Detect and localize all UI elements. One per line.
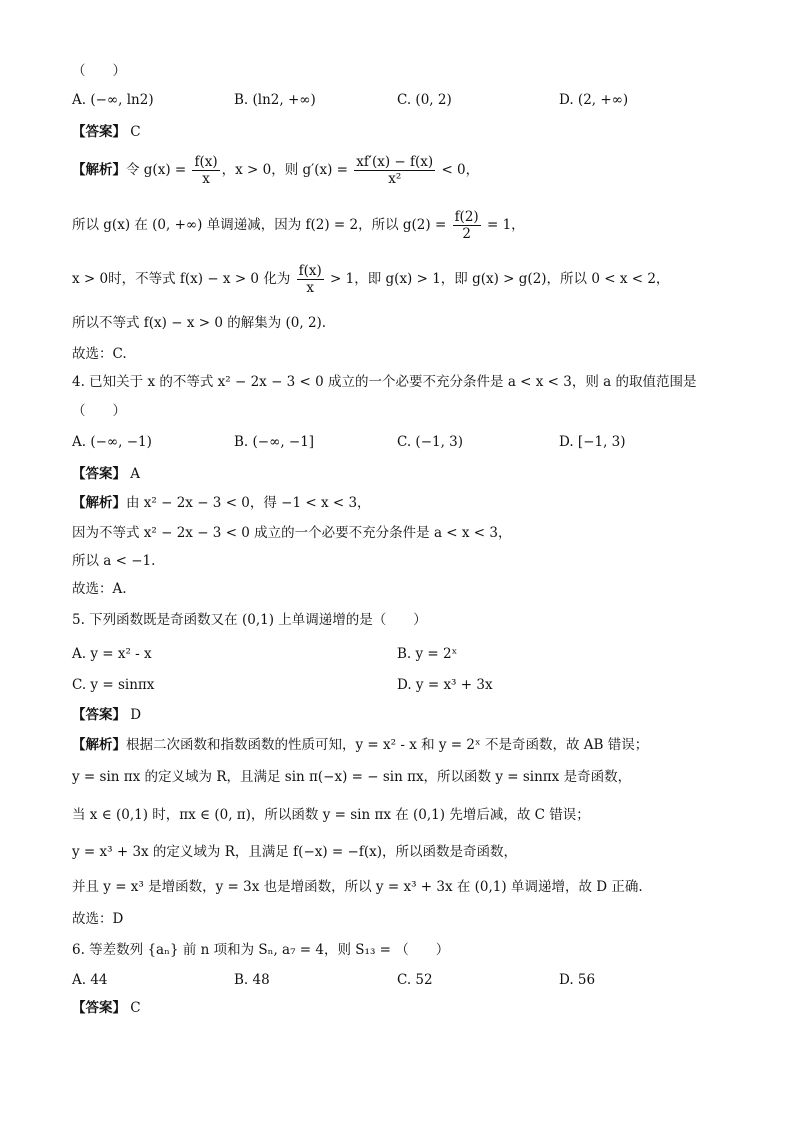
answer-value: C xyxy=(130,1000,141,1016)
fraction: $\frac{xf'(x) - f(x)}{\text{x²}}$ xyxy=(356,154,434,187)
option-a: A. y = x² - x xyxy=(72,646,152,662)
question-3-choice: 故选：C. xyxy=(72,346,127,362)
question-4-analysis-line-1: 【解析】由 x² − 2x − 3 < 0，得 −1 < x < 3， xyxy=(72,495,371,511)
answer-label: 【答案】 xyxy=(72,1000,126,1016)
question-5-analysis-line-2: y = sin πx 的定义域为 R，且满足 sin π(−x) = − sin πx，所以函数 y = sinπx 是奇函数， xyxy=(72,769,632,785)
option-d: D. 56 xyxy=(559,972,596,988)
analysis-label: 【解析】 xyxy=(72,737,126,753)
question-3-analysis-line-1: 【解析】令 g(x) = $\frac{f(x)}{x}$ ，x > 0，则 g′(x) = $\frac{xf'(x) - f(x)}{\text{x²}}$ < 0， xyxy=(72,154,480,187)
question-3-answer xyxy=(72,123,734,141)
question-4-stem: 4. 已知关于 x 的不等式 x² − 2x − 3 < 0 成立的一个必要不充分条件是 a < x < 3，则 a 的取值范围是 xyxy=(72,374,697,390)
question-6-answer xyxy=(72,999,734,1017)
question-5-analysis-line-1: 【解析】根据二次函数和指数函数的性质可知，y = x² - x 和 y = 2ˣ 不是奇函数，故 AB 错误； xyxy=(72,737,649,753)
answer-value: D xyxy=(130,707,142,723)
option-a: A. (−∞, ln2) xyxy=(72,92,154,108)
question-4-answer xyxy=(72,465,734,483)
analysis-label: 【解析】 xyxy=(72,495,126,511)
fraction: $\frac{f(x)}{x}$ xyxy=(298,263,322,296)
answer-label: 【答案】 xyxy=(72,466,126,482)
option-d: D. (2, +∞) xyxy=(559,92,629,108)
option-c: C. 52 xyxy=(397,972,433,988)
option-c: C. y = sinπx xyxy=(72,677,155,693)
answer-value: A xyxy=(130,466,141,482)
option-c: C. (0, 2) xyxy=(397,92,452,108)
answer-label: 【答案】 xyxy=(72,707,126,723)
question-5-analysis-line-4: y = x³ + 3x 的定义域为 R，且满足 f(−x) = −f(x)，所以函数是奇函数， xyxy=(72,844,517,860)
question-3-analysis-line-2: 所以 g(x) 在 (0, +∞) 单调递减，因为 f(2) = 2，所以 g(2) = $\frac{f(2)}{2}$ = 1， xyxy=(72,209,525,242)
option-b: B. (−∞, −1] xyxy=(234,434,315,450)
question-4-analysis-line-2: 因为不等式 x² − 2x − 3 < 0 成立的一个必要不充分条件是 a < x < 3， xyxy=(72,525,512,541)
option-a: A. (−∞, −1) xyxy=(72,434,152,450)
question-4-analysis-line-3: 所以 a < −1. xyxy=(72,553,156,569)
answer-label: 【答案】 xyxy=(72,124,126,140)
question-4-choice: 故选：A. xyxy=(72,581,127,597)
option-d: D. y = x³ + 3x xyxy=(397,677,493,693)
fraction: $\frac{f(2)}{2}$ xyxy=(454,209,479,242)
option-b: B. 48 xyxy=(234,972,270,988)
question-5-analysis-line-3: 当 x ∈ (0,1) 时，πx ∈ (0, π)，所以函数 y = sin πx 在 (0,1) 先增后减，故 C 错误； xyxy=(72,807,590,823)
question-5-choice: 故选：D xyxy=(72,911,124,927)
question-3-analysis-line-3: x > 0时，不等式 f(x) − x > 0 化为 $\frac{f(x)}{x}$ > 1，即 g(x) > 1，即 g(x) > g(2)，所以 0 < x < 2， xyxy=(72,263,670,296)
fraction: $\frac{f(x)}{x}$ xyxy=(194,154,218,187)
option-d: D. [−1, 3) xyxy=(559,434,626,450)
answer-value: C xyxy=(130,124,141,140)
question-5-stem: 5. 下列函数既是奇函数又在 (0,1) 上单调递增的是（ ） xyxy=(72,612,427,628)
analysis-label: 【解析】 xyxy=(72,162,126,178)
question-5-analysis-line-5: 并且 y = x³ 是增函数，y = 3x 也是增函数，所以 y = x³ + 3x 在 (0,1) 单调递增，故 D 正确. xyxy=(72,879,643,895)
question-6-stem: 6. 等差数列 {aₙ} 前 n 项和为 Sₙ, a₇ = 4，则 S₁₃ = （ ） xyxy=(72,942,450,958)
option-b: B. (ln2, +∞) xyxy=(234,92,316,108)
option-a: A. 44 xyxy=(72,972,108,988)
question-3-stem-tail: （ ） xyxy=(72,63,126,79)
question-4-paren: （ ） xyxy=(72,403,126,419)
question-3-analysis-line-4: 所以不等式 f(x) − x > 0 的解集为 (0, 2). xyxy=(72,315,327,331)
question-5-answer xyxy=(72,706,734,724)
option-c: C. (−1, 3) xyxy=(397,434,464,450)
option-b: B. y = 2ˣ xyxy=(397,646,458,662)
